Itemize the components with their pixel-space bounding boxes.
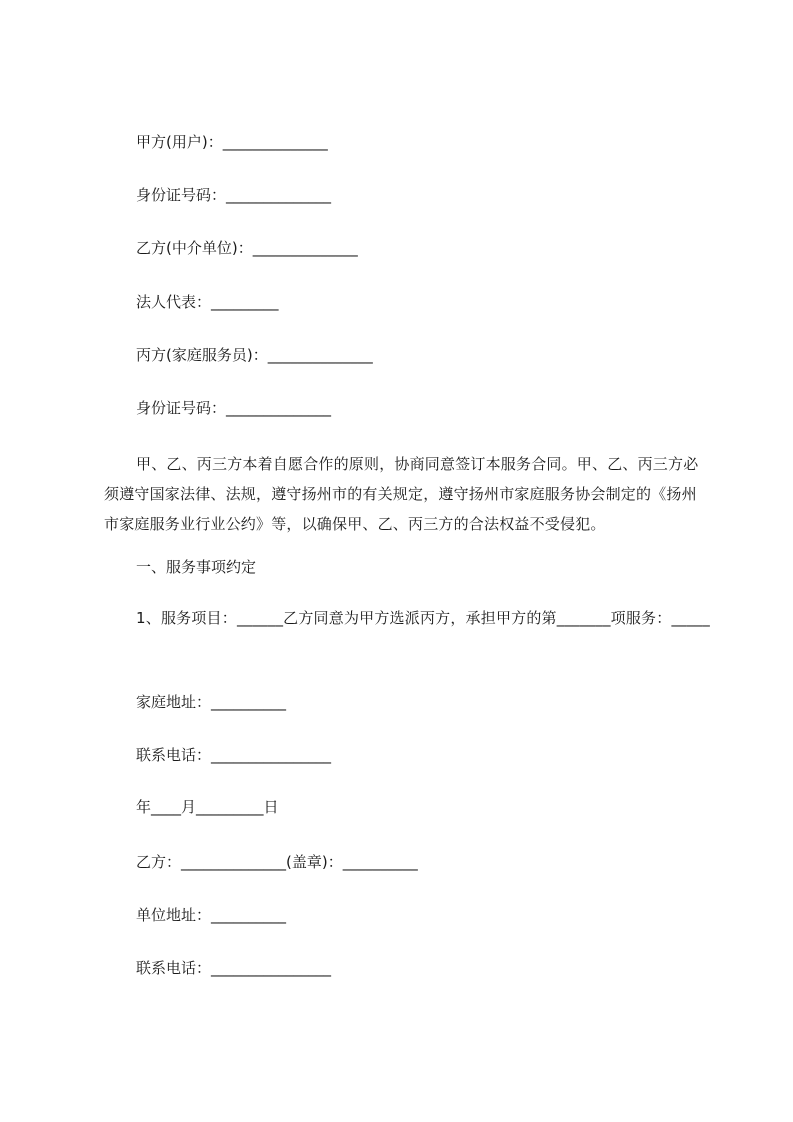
- party-b-line: 乙方(中介单位)：______________: [136, 239, 358, 257]
- unit-address-line: 单位地址：__________: [136, 906, 287, 924]
- contact-phone-line: 联系电话：________________: [136, 746, 332, 764]
- intro-paragraph: 甲、乙、丙三方本着自愿合作的原则，协商同意签订本服务合同。甲、乙、丙三方必须遵守国家法律、法规，遵守扬州市的有关规定，遵守扬州市家庭服务协会制定的《扬州市家庭服务业行业公约》等，以确保甲、乙、丙三方的合法权益不受侵犯。: [104, 455, 699, 533]
- party-b-seal-line: 乙方：______________(盖章)：__________: [136, 853, 418, 871]
- unit-contact-phone-line: 联系电话：________________: [136, 959, 332, 977]
- date-line: 年____月_________日: [136, 798, 279, 816]
- legal-representative-line: 法人代表：_________: [136, 293, 279, 311]
- party-c-line: 丙方(家庭服务员)：______________: [136, 346, 373, 364]
- home-address-line: 家庭地址：__________: [136, 693, 287, 711]
- service-item-paragraph: 1、服务项目：______乙方同意为甲方选派丙方，承担甲方的第_______项服务：_____: [136, 609, 710, 627]
- party-c-id-line: 身份证号码：______________: [136, 399, 332, 417]
- section-1-heading: 一、服务事项约定: [136, 558, 257, 576]
- party-a-line: 甲方(用户)：______________: [136, 133, 328, 151]
- party-a-id-line: 身份证号码：______________: [136, 186, 332, 204]
